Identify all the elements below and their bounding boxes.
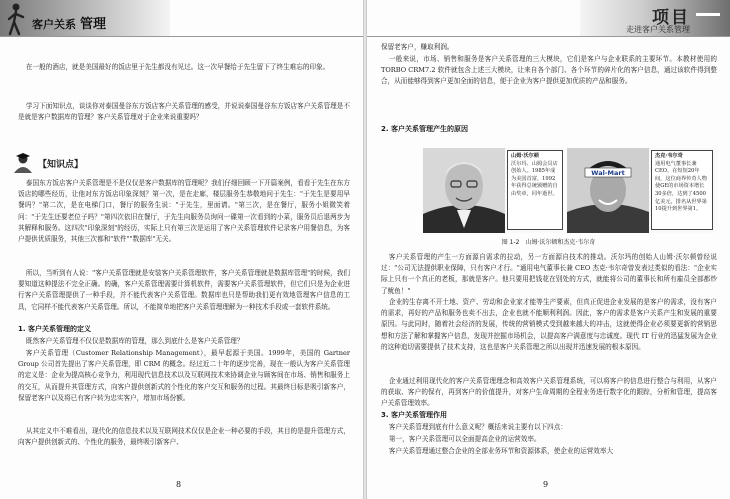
right-paragraph-3: 客户关系管理的产生一方面源自需求的拉动，另一方面源自技术的推动。沃尔玛的创始人山姆·沃尔顿曾经说过："公司无法提供职业保障，只有客户才行。"通用电气董事长兼 CEO 杰克·韦尔奇曾发表过类似的看法："企业实际上只有一个真正的老板，那就是客户。他只要用把钱花在别处的方式，就能将公司的董事长和所有雇员全部都炒了鱿鱼！"	[381, 253, 717, 295]
page-number-right: 9	[543, 480, 549, 489]
figure-jack-welch	[567, 148, 717, 233]
right-paragraph-8: 客户关系管理通过整合企业的全部业务环节和资源体系，使企业的运营效率大	[388, 447, 614, 455]
knowledge-point-label: 【知识点】	[38, 159, 84, 170]
left-paragraph-def3: 从其定义中不难看出，现代化的信息技术以及互联网技术仅仅是企业一种必要的手段，其目的是提升管理方式，向客户提供创新式的、个性化的服务，最终吸引新客户、	[18, 427, 350, 447]
left-paragraph-kp2: 所以，当听到有人说："客户关系管理就是安装客户关系管理软件，客户关系管理就是数据库管理"的时候，我们要知道这种提法不完全正确。的确，客户关系管理需要计算机软件，需要客户关系管理软件，但它们只是为企业进行客户关系管理提供了一种手段，并不能代表客户关系管理。数据库也只是帮助我们更有效地管理客户信息的工具，它同样不能代表客户关系管理。所以，不能简单地把客户关系管理理解为一种技术手段或一套软件系统。	[18, 269, 350, 311]
knowledge-point-header	[12, 151, 83, 175]
left-header-rule	[0, 36, 363, 37]
sam-walton-name: 山姆·沃尔顿	[511, 153, 539, 159]
header-title-big: 管理	[80, 17, 107, 32]
section-heading-definition: 1. 客户关系管理的定义	[18, 325, 91, 333]
right-paragraph-5: 企业通过利用现代化的客户关系管理理念和高效客户关系管理系统，可以将客户的信息进行整合与利用，从客户的获取、客户的保有，再到客户的价值提升，对客户生命周期的全程业务进行数字化的跟踪，分析和管理，提高客户关系管理效率。	[381, 377, 717, 408]
left-paragraph-top: 在一般的酒店，就是美国最好的饭店里于先生都没有见过。这一次早餐给于先生留下了终生难忘的印象。	[25, 63, 330, 71]
right-header-dash	[696, 13, 720, 16]
jack-welch-name: 杰克·韦尔奇	[655, 153, 683, 159]
running-figure-icon	[6, 2, 26, 36]
jack-welch-caption-box	[651, 150, 713, 230]
header-title-small: 客户关系	[32, 18, 76, 31]
student-icon	[12, 152, 34, 174]
left-paragraph-kp1: 泰国东方饭店客户关系管理是不是仅仅是客户数据库的管理呢？我们仔细回顾一下开篇案例，看看于先生在东方饭店的哪些经历，让他对东方饭店印象深刻？第一次，是在走廊，楼层服务生恭敬地问于先生："于先生是要用早餐吗？"第二次，是在电梯门口，餐厅的服务生说："于先生，里面请。"第三次，是在餐厅，服务小姐微笑着问："于先生还要老位子吗？"第四次依旧在餐厅，于先生向服务员询问一碟第一次看到的小菜，服务员后退两步为其解释和服务。这四次"印象深刻"的经历，实际上只有第三次是运用了客户关系管理软件记录客户用餐信息，为客户提供优质服务，其他三次都和"软件""数据库"无关。	[18, 179, 350, 244]
right-paragraph-7: 第一，客户关系管理可以全面提高企业的运营效率。	[388, 435, 541, 443]
right-paragraph-1: 保留老客户，赚取利润。	[381, 43, 454, 51]
right-paragraph-4: 企业的生存离不开土地、资产、劳动和企业家才能等生产要素，但真正促进企业发展的是客户的需求，没有客户的需求，再好的产品和服务也卖不出去，企业也就不能顺利利润。因此，客户的需求是客户关系产生和发展的重要原因。与此同时，随着社会经济的发展，传统的营销模式受到越来越大的冲击，这就使得企业必须要更新的营销思想和方法了解和掌握客户信息，发现并挖掘市场机会，以提高客户满意度与忠诚度。现代 IT 行业的迅猛发展为企业的这种追切需要提供了技术支持，这也是客户关系管理之所以出现并迅速发展的根本原因。	[381, 298, 717, 351]
jack-welch-bio: 通用电气董事长兼CEO。在短短20年间，这位商界传奇人物使GE的市场资本增长30多倍，达到了4500亿美元，排名从世界第10提升到世界第1。	[655, 160, 707, 213]
sam-walton-bio: 沃尔玛、山姆会员店创始人。1985年成为美国首富，1992年获得总统颁赠的自由奖章，同年逝世。	[511, 160, 558, 197]
right-header-rule	[367, 36, 730, 37]
right-header-project: 项目	[652, 8, 690, 28]
right-header-subtitle: 走进客户关系管理	[626, 25, 690, 34]
left-paragraph-def2: 客户关系管理（Customer Relationship Management），最早起源于美国。1999年，美国的 Gartner Group 公司首先提出了客户关系管理，即 CRM 的概念。经过近二十年的逐步完善，现在一般认为客户关系管理的定义是：企业为提高核心竞争力，利用现代信息技术以及互联网技术来协调企业与顾客间在市场、销售和服务上的交互，从而提升其管理方式，向客户提供创新式的个性化的客户交互和服务的过程。其最终目标是吸引新客户，保留老客户以及将已有客户转为忠实客户，增加市场份额。	[18, 349, 350, 402]
left-header-title	[32, 13, 106, 32]
right-page	[367, 0, 730, 499]
figure-sam-walton	[423, 148, 563, 233]
sam-walton-caption-box	[507, 150, 563, 230]
right-paragraph-2: 一般来说，市场、销售和服务是客户关系管理的三大模块，它们是客户与企业联系的主要环节。本教材使用的 TORBO CRM7.2 软件就包含上述三大模块，让来自各个部门、各个环节的碎片化的客户信息，通过该软件得到整合，从而能够得到客户更加全面的信息，便于企业为客户提供更加优质的产品和服务。	[381, 55, 717, 86]
page-number-left: 8	[176, 480, 182, 489]
jack-welch-photo	[567, 148, 649, 233]
figure-caption: 图 1-2 山姆·沃尔顿和杰克·韦尔奇	[501, 239, 596, 246]
left-paragraph-task: 学习下面知识点，谈谈你对泰国曼谷东方饭店客户关系管理的感受，并说说泰国曼谷东方饭店客户关系管理是不是就是客户数据库的管理？客户关系管理对于企业来说重要吗？	[18, 102, 350, 122]
left-page	[0, 0, 363, 499]
section-heading-causes: 2. 客户关系管理产生的原因	[381, 125, 468, 133]
section-heading-role: 3. 客户关系管理作用	[381, 411, 447, 419]
left-paragraph-def1: 既然客户关系管理不仅仅是数据库的管理，那么到底什么是客户关系管理？	[25, 337, 244, 345]
walmart-cap-text: Wal-Mart	[591, 169, 625, 177]
sam-walton-photo	[423, 148, 505, 233]
right-paragraph-6: 客户关系管理到底有什么意义呢？概括来说主要有以下四点：	[388, 423, 567, 431]
